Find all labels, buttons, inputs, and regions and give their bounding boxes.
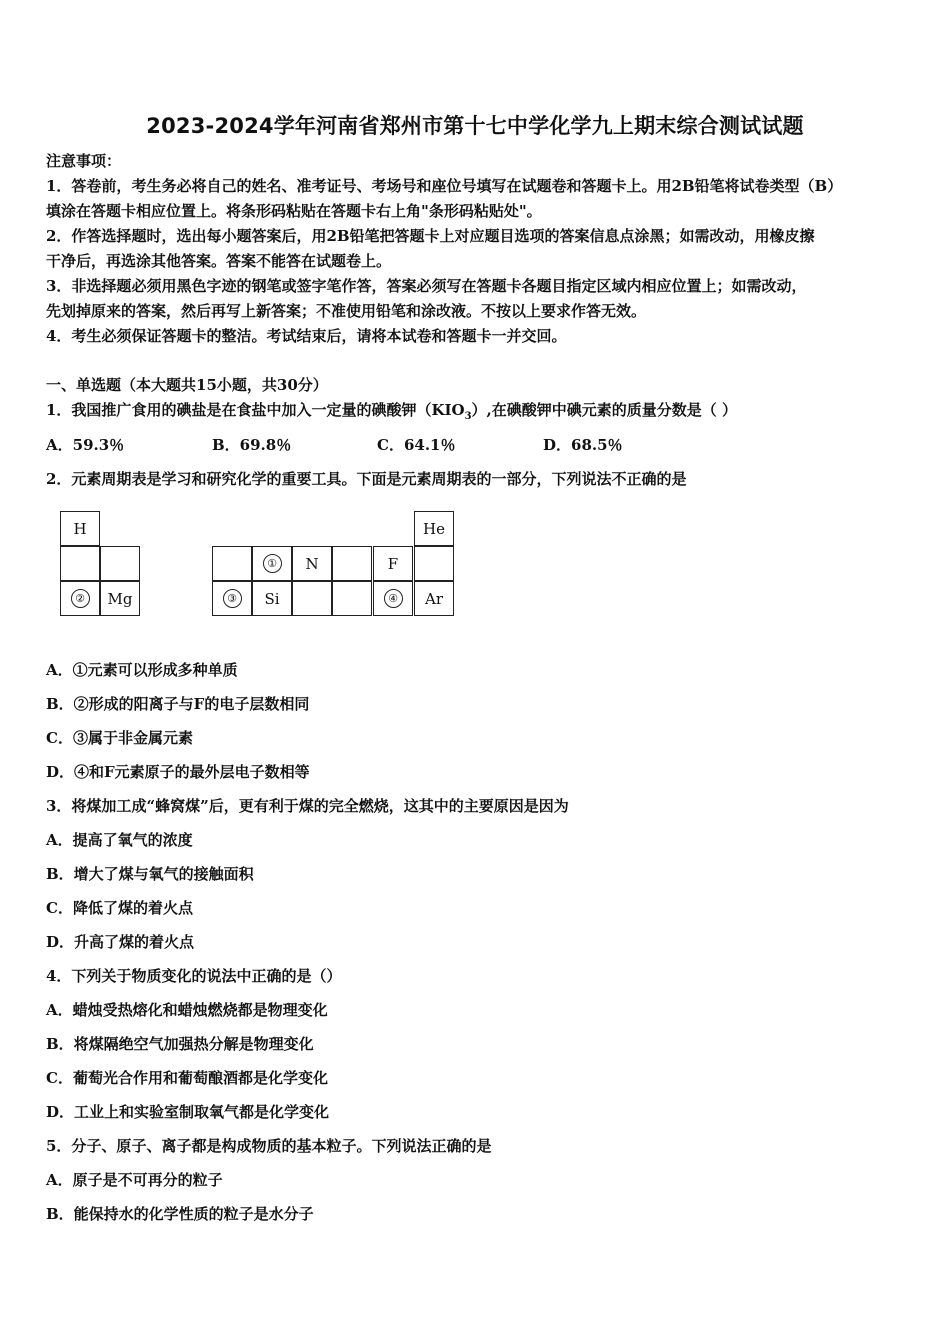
cell-empty xyxy=(332,581,372,616)
question-3: 3．将煤加工成“蜂窝煤”后，更有利于煤的完全燃烧，这其中的主要原因是因为 xyxy=(46,797,569,815)
cell-marker-1 xyxy=(252,546,292,581)
cell-f: F xyxy=(373,546,413,581)
circled-number: ① xyxy=(263,554,282,573)
question-2: 2．元素周期表是学习和研究化学的重要工具。下面是元素周期表的一部分，下列说法不正确的是 xyxy=(46,470,687,488)
option-d: D．工业上和实验室制取氧气都是化学变化 xyxy=(46,1103,330,1121)
question-1-text-b: ）,在碘酸钾中碘元素的质量分数是（ ） xyxy=(471,401,737,419)
notice-line: 3．非选择题必须用黑色字迹的钢笔或签字笔作答，答案必须写在答题卡各题目指定区域内相应位置上；如需改动， xyxy=(46,277,807,295)
option-a: A．59.3％ xyxy=(46,436,125,454)
option-d: D．④和F元素原子的最外层电子数相等 xyxy=(46,763,310,781)
option-d: D．升高了煤的着火点 xyxy=(46,933,195,951)
cell-marker-2 xyxy=(60,581,100,616)
cell-empty xyxy=(100,546,140,581)
question-1-subscript: 3 xyxy=(464,411,472,422)
notice-heading: 注意事项： xyxy=(46,152,122,170)
question-1-options xyxy=(46,434,906,454)
page-title: 2023-2024学年河南省郑州市第十七中学化学九上期末综合测试试题 xyxy=(146,114,804,138)
option-a: A．①元素可以形成多种单质 xyxy=(46,661,238,679)
option-c: C．降低了煤的着火点 xyxy=(46,899,193,917)
option-a: A．蜡烛受热熔化和蜡烛燃烧都是物理变化 xyxy=(46,1001,328,1019)
cell-empty xyxy=(292,581,332,616)
section-heading: 一、单选题（本大题共15小题，共30分） xyxy=(46,376,328,394)
option-d: D．68.5％ xyxy=(543,436,623,454)
option-b: B．将煤隔绝空气加强热分解是物理变化 xyxy=(46,1035,314,1053)
cell-empty xyxy=(212,546,252,581)
question-1-text-a: 1．我国推广食用的碘盐是在食盐中加入一定量的碘酸钾（KIO xyxy=(46,401,465,419)
option-c: C．葡萄光合作用和葡萄酿酒都是化学变化 xyxy=(46,1069,328,1087)
cell-n: N xyxy=(292,546,332,581)
option-b: B．②形成的阳离子与F的电子层数相同 xyxy=(46,695,310,713)
notice-line: 4．考生必须保证答题卡的整洁。考试结束后，请将本试卷和答题卡一并交回。 xyxy=(46,327,567,345)
question-1 xyxy=(46,400,906,427)
cell-ar: Ar xyxy=(414,581,454,616)
notice-line: 2．作答选择题时，选出每小题答案后，用2B铅笔把答题卡上对应题目选项的答案信息点涂黑；如需改动，用橡皮擦 xyxy=(46,227,815,245)
notice-line: 1．答卷前，考生务必将自己的姓名、准考证号、考场号和座位号填写在试题卷和答题卡上。用2B铅笔将试卷类型（B） xyxy=(46,177,843,195)
cell-mg: Mg xyxy=(100,581,140,616)
cell-si: Si xyxy=(252,581,292,616)
notice-line: 先划掉原来的答案，然后再写上新答案；不准使用铅笔和涂改液。不按以上要求作答无效。 xyxy=(46,302,647,320)
cell-marker-3 xyxy=(212,581,252,616)
cell-he: He xyxy=(414,511,454,546)
cell-empty xyxy=(414,546,454,581)
option-a: A．提高了氧气的浓度 xyxy=(46,831,193,849)
cell-empty xyxy=(332,546,372,581)
notice-line: 干净后，再选涂其他答案。答案不能答在试题卷上。 xyxy=(46,252,392,270)
periodic-table-fragment xyxy=(60,511,460,621)
question-4: 4．下列关于物质变化的说法中正确的是（） xyxy=(46,967,342,985)
option-b: B．能保持水的化学性质的粒子是水分子 xyxy=(46,1205,314,1223)
question-5: 5．分子、原子、离子都是构成物质的基本粒子。下列说法正确的是 xyxy=(46,1137,492,1155)
circled-number: ② xyxy=(71,589,90,608)
option-b: B．增大了煤与氧气的接触面积 xyxy=(46,865,254,883)
cell-marker-4 xyxy=(373,581,413,616)
option-c: C．③属于非金属元素 xyxy=(46,729,193,747)
cell-h: H xyxy=(60,511,100,546)
cell-empty xyxy=(60,546,100,581)
circled-number: ④ xyxy=(384,589,403,608)
circled-number: ③ xyxy=(223,589,242,608)
option-a: A．原子是不可再分的粒子 xyxy=(46,1171,223,1189)
option-b: B．69.8％ xyxy=(212,436,292,454)
notice-line: 填涂在答题卡相应位置上。将条形码粘贴在答题卡右上角"条形码粘贴处"。 xyxy=(46,202,542,220)
option-c: C．64.1％ xyxy=(377,436,456,454)
